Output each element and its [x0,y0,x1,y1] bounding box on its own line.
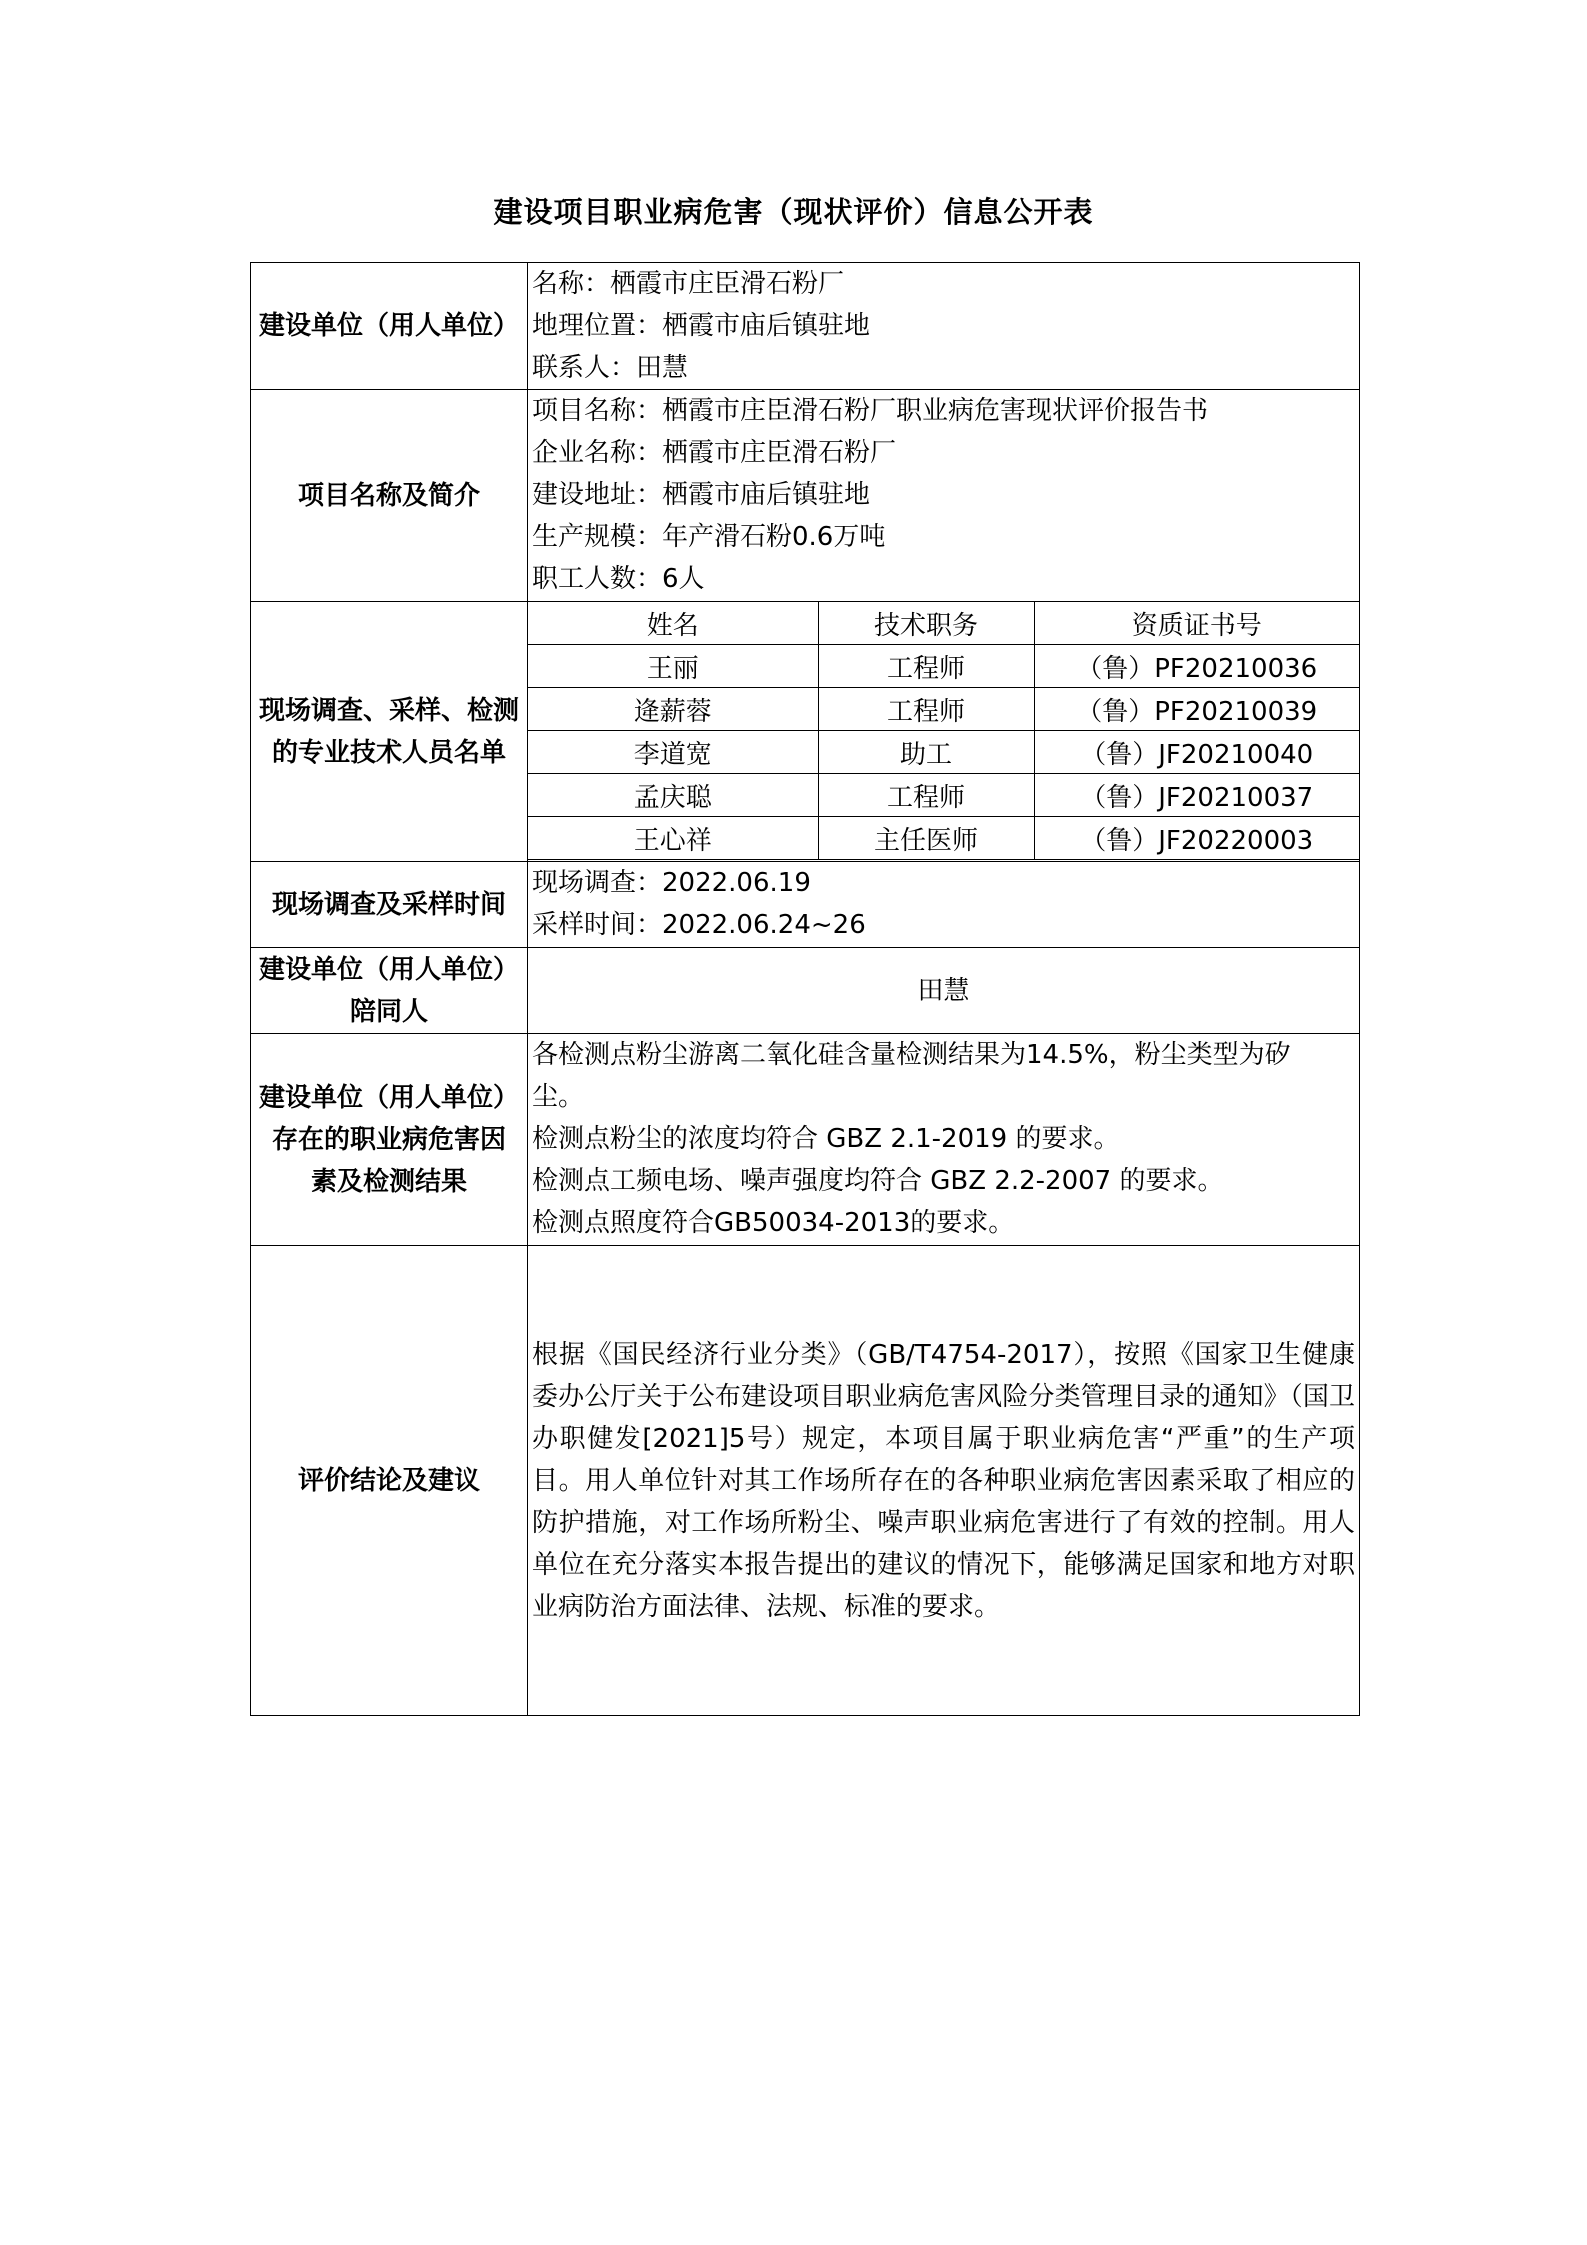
label-hazards-line3: 素及检测结果 [310,1166,467,1197]
staff-row [528,774,1359,817]
label-hazards-line2: 存在的职业病危害因 [271,1124,506,1155]
label-companion-line1: 建设单位（用人单位） [258,954,519,985]
project-staff-count: 职工人数：6人 [532,564,705,594]
staff-header-row [528,602,1359,645]
row-staff [251,602,1360,862]
label-companion [251,948,528,1034]
label-survey-time: 现场调查及采样时间 [251,862,528,948]
label-companion-line2: 陪同人 [349,996,428,1027]
staff-cert: （鲁）JF20220003 [1034,817,1359,860]
label-hazards-line1: 建设单位（用人单位） [258,1082,519,1113]
sampling-date: 采样时间：2022.06.24~26 [532,910,866,940]
content-hazards [528,1034,1360,1246]
unit-name: 名称：栖霞市庄臣滑石粉厂 [532,269,845,299]
label-conclusion: 评价结论及建议 [251,1246,528,1716]
project-address: 建设地址：栖霞市庙后镇驻地 [532,480,871,510]
project-name: 项目名称：栖霞市庄臣滑石粉厂职业病危害现状评价报告书 [532,396,1209,426]
row-conclusion [251,1246,1360,1716]
content-survey-time [528,862,1360,948]
staff-name: 王丽 [528,645,818,688]
staff-name: 李道宽 [528,731,818,774]
staff-title: 助工 [818,731,1034,774]
staff-title: 主任医师 [818,817,1034,860]
survey-date: 现场调查：2022.06.19 [532,868,811,898]
unit-location: 地理位置：栖霞市庙后镇驻地 [532,311,871,341]
unit-contact: 联系人：田慧 [532,353,689,383]
label-staff [251,602,528,862]
staff-name: 孟庆聪 [528,774,818,817]
hazard-result: 各检测点粉尘游离二氧化硅含量检测结果为14.5%，粉尘类型为矽 [532,1040,1291,1070]
label-unit: 建设单位（用人单位） [251,263,528,390]
row-project [251,390,1360,602]
content-unit [528,263,1360,390]
staff-row [528,688,1359,731]
staff-cert: （鲁）JF20210037 [1034,774,1359,817]
companion-value: 田慧 [528,948,1360,1034]
row-hazards [251,1034,1360,1246]
hazard-result: 检测点粉尘的浓度均符合 GBZ 2.1-2019 的要求。 [532,1124,1120,1154]
staff-cert: （鲁）PF20210036 [1034,645,1359,688]
row-unit [251,263,1360,390]
project-company: 企业名称：栖霞市庄臣滑石粉厂 [532,438,897,468]
project-scale: 生产规模：年产滑石粉0.6万吨 [532,522,886,552]
staff-title: 工程师 [818,774,1034,817]
staff-row [528,731,1359,774]
content-project [528,390,1360,602]
disclosure-table [250,262,1360,1716]
content-conclusion [528,1246,1360,1716]
staff-name: 王心祥 [528,817,818,860]
staff-title: 工程师 [818,645,1034,688]
staff-header-name: 姓名 [528,602,818,645]
hazard-result: 检测点照度符合GB50034-2013的要求。 [532,1208,1015,1238]
label-staff-line1: 现场调查、采样、检测 [258,695,519,726]
staff-table [528,602,1359,860]
page-title: 建设项目职业病危害（现状评价）信息公开表 [493,195,1094,229]
staff-cert: （鲁）PF20210039 [1034,688,1359,731]
staff-header-cert: 资质证书号 [1034,602,1359,645]
content-staff [528,602,1360,862]
staff-title: 工程师 [818,688,1034,731]
label-hazards [251,1034,528,1246]
row-companion [251,948,1360,1034]
hazard-result: 检测点工频电场、噪声强度均符合 GBZ 2.2-2007 的要求。 [532,1166,1224,1196]
conclusion-text: 根据《国民经济行业分类》（GB/T4754-2017），按照《国家卫生健康委办公厅关于公布建设项目职业病危害风险分类管理目录的通知》（国卫办职健发[2021]5号）规定，本项目属于职业病危害“严重”的生产项目。用人单位针对其工作场所存在的各种职业病危害因素采取了相应的防护措施，对工作场所粉尘、噪声职业病危害进行了有效的控制。用人单位在充分落实本报告提出的建议的情况下，能够满足国家和地方对职业病防治方面法律、法规、标准的要求。 [532,1339,1355,1622]
staff-name: 逄薪蓉 [528,688,818,731]
row-survey-time [251,862,1360,948]
staff-cert: （鲁）JF20210040 [1034,731,1359,774]
label-project: 项目名称及简介 [251,390,528,602]
staff-row [528,817,1359,860]
staff-row [528,645,1359,688]
label-staff-line2: 的专业技术人员名单 [271,737,506,768]
hazard-result: 尘。 [532,1082,585,1112]
staff-header-title: 技术职务 [818,602,1034,645]
